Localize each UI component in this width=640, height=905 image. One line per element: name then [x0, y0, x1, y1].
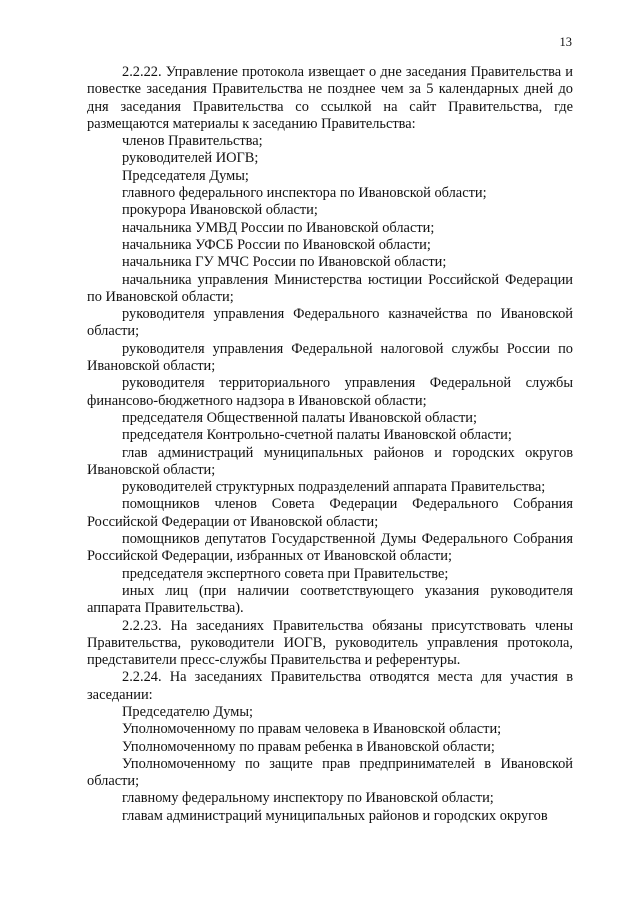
list-item: председателя экспертного совета при Правительстве; — [122, 565, 449, 582]
list-item: руководителей структурных подразделений аппарата Правительства; — [122, 479, 546, 496]
list-item: Уполномоченному по правам человека в Ивановской области; — [122, 721, 502, 738]
list-item: председателя Общественной палаты Ивановской области; — [122, 409, 478, 426]
list-item: начальника управления Министерства юстиции Российской Федерации по Ивановской области; — [87, 271, 573, 305]
list-item: главам администраций муниципальных районов и городских округов — [122, 807, 548, 824]
page-number: 13 — [559, 35, 572, 49]
list-item: начальника УМВД России по Ивановской области; — [122, 219, 435, 236]
list-item: главного федерального инспектора по Ивановской области; — [122, 185, 487, 202]
list-item: начальника УФСБ России по Ивановской области; — [122, 236, 431, 253]
list-item: главному федеральному инспектору по Ивановской области; — [122, 790, 494, 807]
list-item: помощников членов Совета Федерации Федерального Собрания Российской Федерации от Ивановской области; — [87, 496, 573, 530]
paragraph-2-2-23: 2.2.23. На заседаниях Правительства обязаны присутствовать члены Правительства, руководители ИОГВ, руководитель управления протокола, представители пресс-службы Правительства и референтуры. — [87, 617, 573, 669]
paragraph-2-2-24: 2.2.24. На заседаниях Правительства отводятся места для участия в заседании: — [87, 669, 573, 703]
list-item: иных лиц (при наличии соответствующего указания руководителя аппарата Правительства). — [87, 582, 573, 617]
list-item: помощников депутатов Государственной Думы Федерального Собрания Российской Федерации, избранных от Ивановской области; — [87, 531, 573, 565]
list-item: начальника ГУ МЧС России по Ивановской области; — [122, 254, 447, 271]
list-item: руководителя территориального управления Федеральной службы финансово-бюджетного надзора в Ивановской области; — [87, 375, 573, 409]
list-item: глав администраций муниципальных районов и городских округов Ивановской области; — [87, 444, 573, 478]
list-item: прокурора Ивановской области; — [122, 202, 318, 219]
list-item: членов Правительства; — [122, 133, 263, 150]
list-item: руководителей ИОГВ; — [122, 150, 259, 167]
list-item: Уполномоченному по защите прав предпринимателей в Ивановской области; — [87, 755, 573, 790]
list-item: руководителя управления Федерального казначейства по Ивановской области; — [87, 306, 573, 340]
list-item: председателя Контрольно-счетной палаты Ивановской области; — [122, 427, 512, 444]
list-item: руководителя управления Федеральной налоговой службы России по Ивановской области; — [87, 340, 573, 375]
paragraph-2-2-22: 2.2.22. Управление протокола извещает о дне заседания Правительства и повестке заседания Правительства не позднее чем за 5 календарных дней до дня заседания Правительства со ссылкой на сайт Правительства, где размещаются материалы к заседанию Правительства: — [87, 64, 573, 132]
list-item: Уполномоченному по правам ребенка в Ивановской области; — [122, 738, 495, 755]
list-item: Председателю Думы; — [122, 703, 254, 720]
document-body — [87, 64, 573, 825]
list-item: Председателя Думы; — [122, 167, 249, 184]
